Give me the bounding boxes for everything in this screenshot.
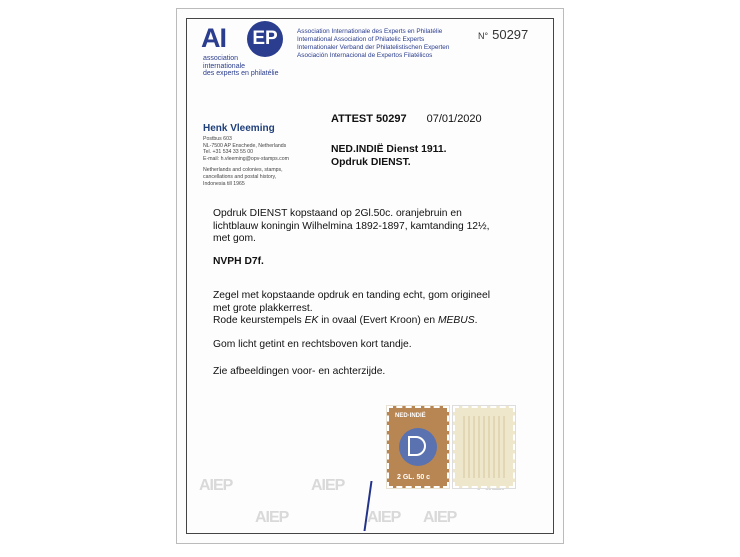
stamp-back-image (453, 406, 515, 488)
watermark-logo: AIEP (311, 477, 345, 494)
association-names: Association Internationale des Experts en Philatélie International Association of Philatelic Experts Internationaler Verband der Philatelistischen Experten Asociación Internacional de Expertos Filatélicos (297, 28, 450, 59)
logo-mark-ai: AI (201, 23, 226, 53)
watermark-logo: AIEP (199, 477, 233, 494)
aiep-logo (201, 21, 293, 79)
condition-note: Gom licht getint en rechtsboven kort tandje. (213, 339, 412, 350)
attest-line (331, 113, 482, 125)
watermark-logo: AIEP (423, 509, 457, 526)
watermark-logo: AIEP (255, 509, 289, 526)
expert-name: Henk Vleeming (203, 123, 275, 134)
attest-number: ATTEST 50297 (331, 113, 407, 125)
stamp-description: Opdruk DIENST kopstaand op 2Gl.50c. oranjebruin en lichtblauw koningin Wilhelmina 1892-1897, kamtanding 12½, met gom. (213, 208, 490, 244)
stamp-header-text: NED·INDIË (395, 413, 426, 419)
attest-date: 07/01/2020 (426, 113, 482, 125)
stamp-value-text: 2 GL. 50 c (397, 474, 431, 481)
logo-subtitle: association internationale des experts en philatélie (203, 55, 279, 78)
logo-mark-ep: EP (247, 21, 283, 57)
stamp-front-image (387, 406, 449, 488)
certificate (176, 8, 564, 544)
catalogue-number: NVPH D7f. (213, 256, 264, 267)
certificate-number: N° 50297 (478, 27, 529, 42)
watermark-logo: AIEP (367, 509, 401, 526)
expert-opinion: Zegel met kopstaande opdruk en tanding echt, gom origineel met grote plakkerrest. Rode keurstempels EK in ovaal (Evert Kroon) en MEBUS. (213, 290, 491, 326)
stamp-title: NED.INDIË Dienst 1911. Opdruk DIENST. (331, 144, 447, 168)
expert-address: Henk Vleeming Postbus 603 NL-7500 AP Enschede, Netherlands Tel. +31 534 33 55 00 E-mail: h.vleeming@opv-stamps.com Netherlands and colonies, stamps, cancellations and postal history, Indonesia till 1965 (203, 123, 298, 187)
images-note: Zie afbeeldingen voor- en achterzijde. (213, 366, 386, 377)
